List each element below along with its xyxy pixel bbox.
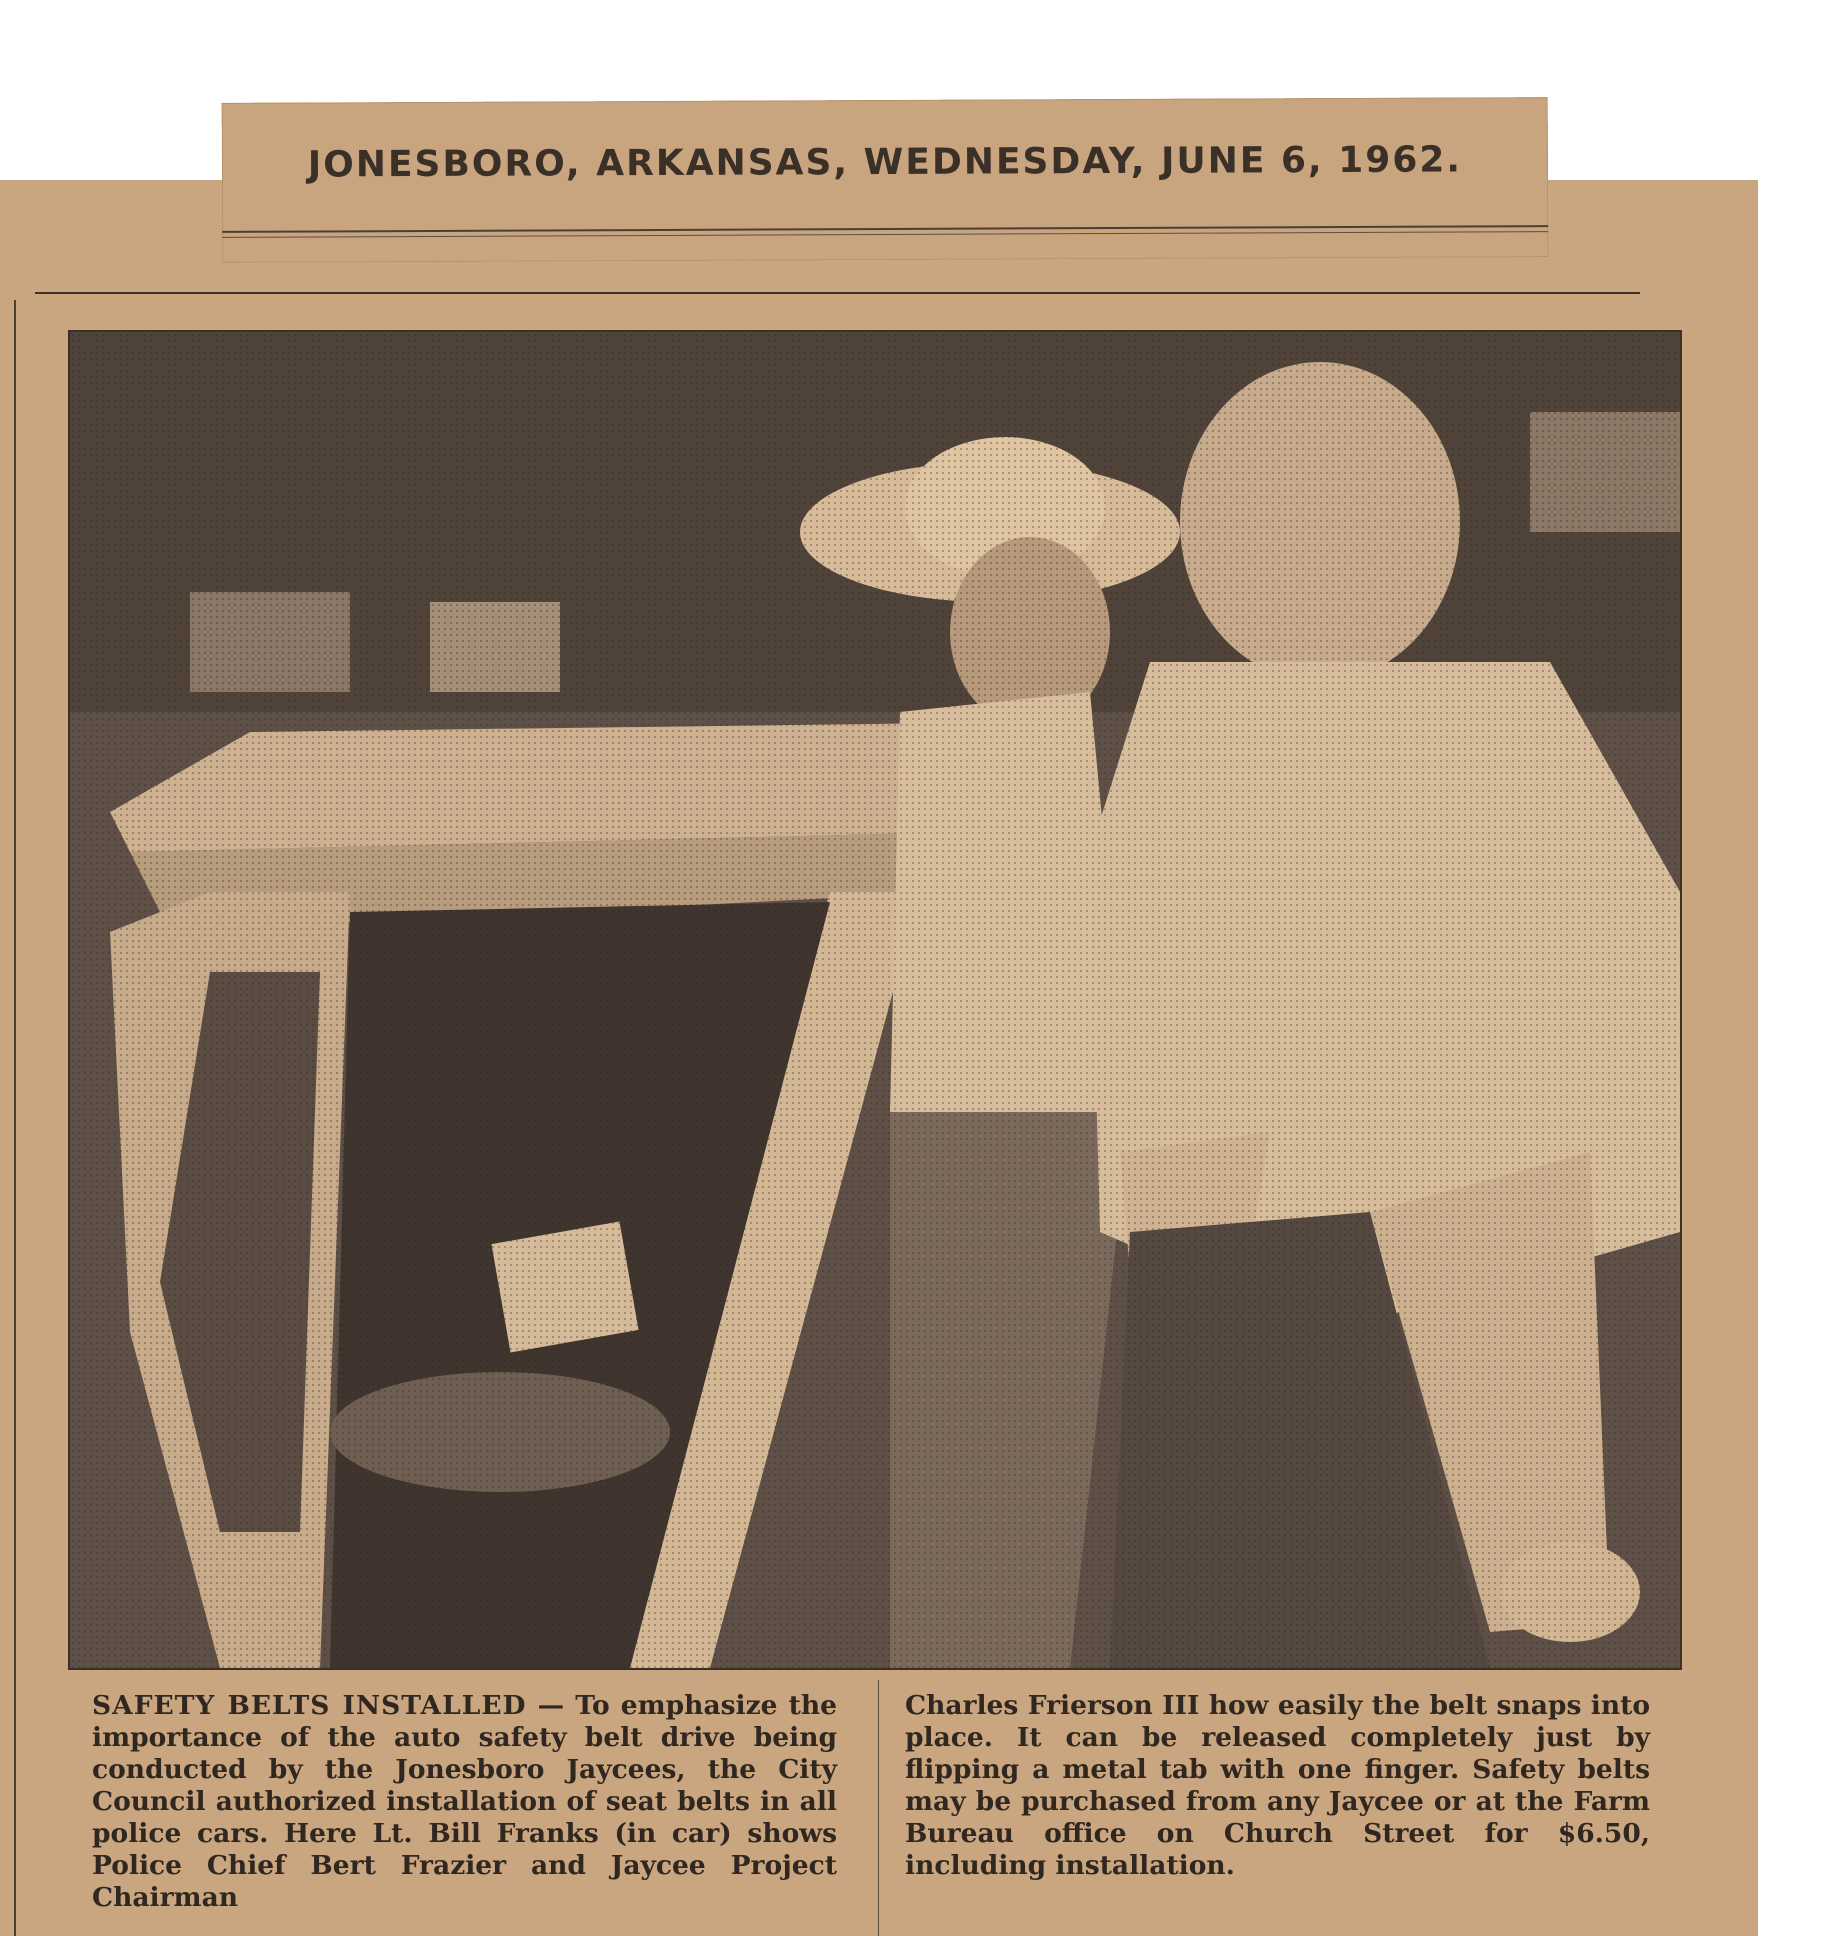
caption-column-right [905, 1690, 1650, 1882]
dateline: JONESBORO, ARKANSAS, WEDNESDAY, JUNE 6, 1962. [307, 139, 1463, 186]
caption-text-right: Charles Frierson III how easily the belt snaps into place. It can be released completely just by flipping a metal tab with one finger. Safety belts may be purchased from any Jaycee or at the Farm Bureau office on Church Street for $6.50, including installation. [905, 1690, 1650, 1881]
column-left-rule [14, 300, 16, 1936]
caption-column-left [92, 1690, 837, 1914]
scan-margin [1758, 140, 1824, 1936]
halftone-photo-illustration [70, 332, 1680, 1668]
dateline-rule-thin [222, 231, 1548, 238]
caption-headline: SAFETY BELTS INSTALLED [92, 1690, 527, 1721]
news-photo [68, 330, 1682, 1670]
dateline-strip [222, 97, 1549, 263]
caption-text-left: — To emphasize the importance of the auto safety belt drive being conducted by the Jonesboro Jaycees, the City Council authorized installation of seat belts in all police cars. Here Lt. Bill Franks (in car) shows Police Chief Bert Frazier and Jaycee Project Chairman [92, 1690, 837, 1913]
column-top-rule [35, 292, 1640, 294]
column-divider [878, 1680, 879, 1936]
